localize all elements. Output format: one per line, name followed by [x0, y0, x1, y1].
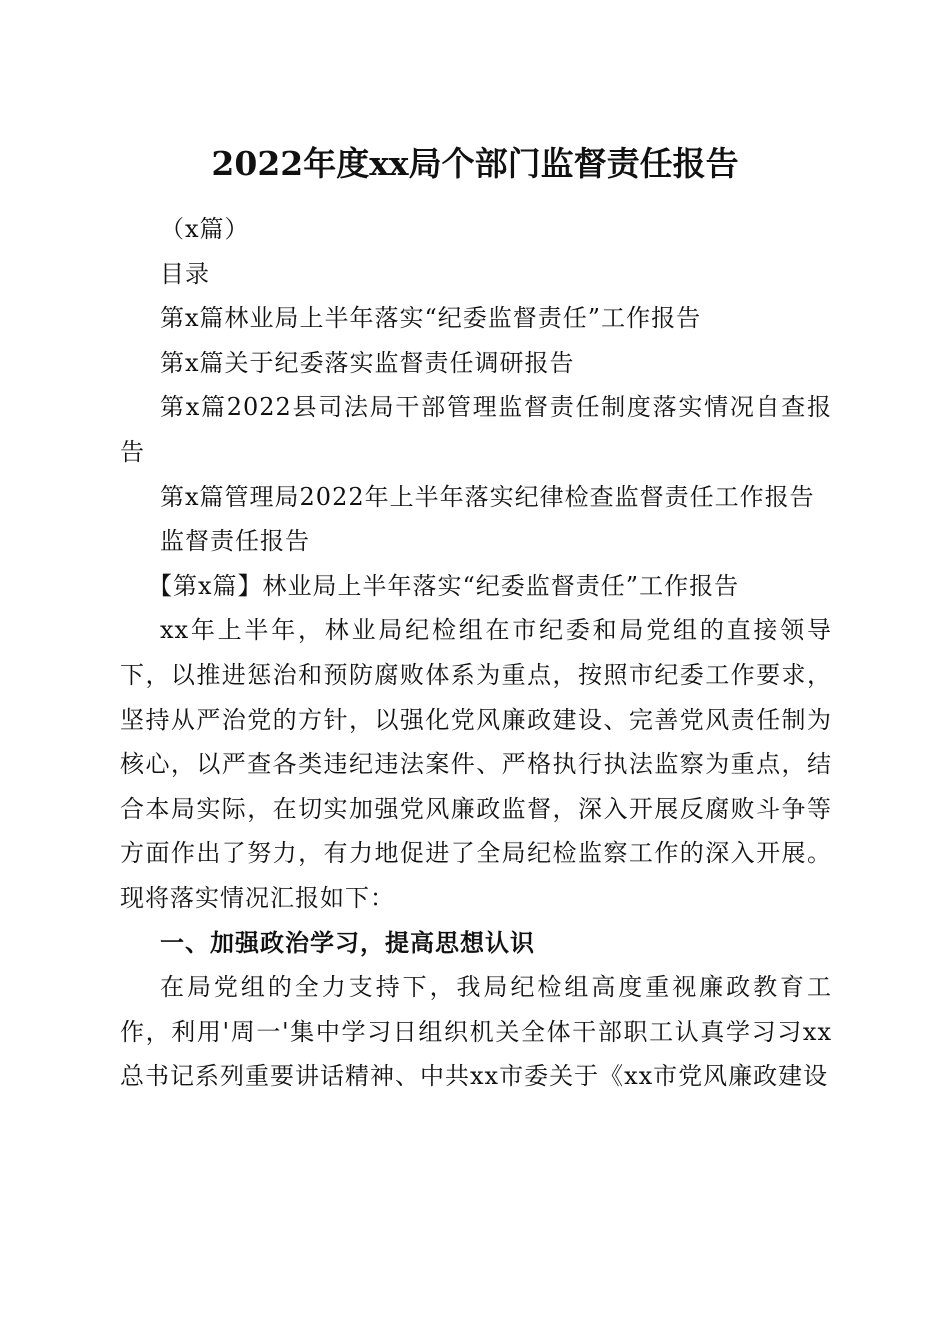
toc-item: 第x篇林业局上半年落实“纪委监督责任”工作报告 — [160, 304, 702, 333]
document-title: 2022年度xx局个部门监督责任报告 — [211, 144, 739, 183]
subtitle: （x篇） — [160, 215, 250, 243]
article-heading: 【第x篇】林业局上半年落实“纪委监督责任”工作报告 — [148, 571, 740, 600]
toc-label: 目录 — [160, 259, 210, 288]
paragraph: 在局党组的全力支持下，我局纪检组高度重视廉政教育工作，利用'周一'集中学习日组织机关全体干部职工认真学习习xx总书记系列重要讲话精神、中共xx市委关于《xx市党风廉政建设 — [120, 973, 832, 1091]
document-body — [120, 207, 832, 1099]
toc-item: 第x篇管理局2022年上半年落实纪律检查监督责任工作报告 — [160, 482, 815, 511]
paragraph: xx年上半年，林业局纪检组在市纪委和局党组的直接领导下，以推进惩治和预防腐败体系为重点，按照市纪委工作要求，坚持从严治党的方针，以强化党风廉政建设、完善党风责任制为核心，以严查各类违纪违法案件、严格执行执法监察为重点，结合本局实际，在切实加强党风廉政监督，深入开展反腐败斗争等方面作出了努力，有力地促进了全局纪检监察工作的深入开展。现将落实情况汇报如下： — [120, 616, 832, 912]
toc-item: 第x篇关于纪委落实监督责任调研报告 — [160, 348, 575, 377]
toc-item: 第x篇2022县司法局干部管理监督责任制度落实情况自查报告 — [120, 393, 832, 466]
section-heading: 一、加强政治学习，提高思想认识 — [160, 928, 535, 957]
section-label: 监督责任报告 — [160, 527, 310, 556]
